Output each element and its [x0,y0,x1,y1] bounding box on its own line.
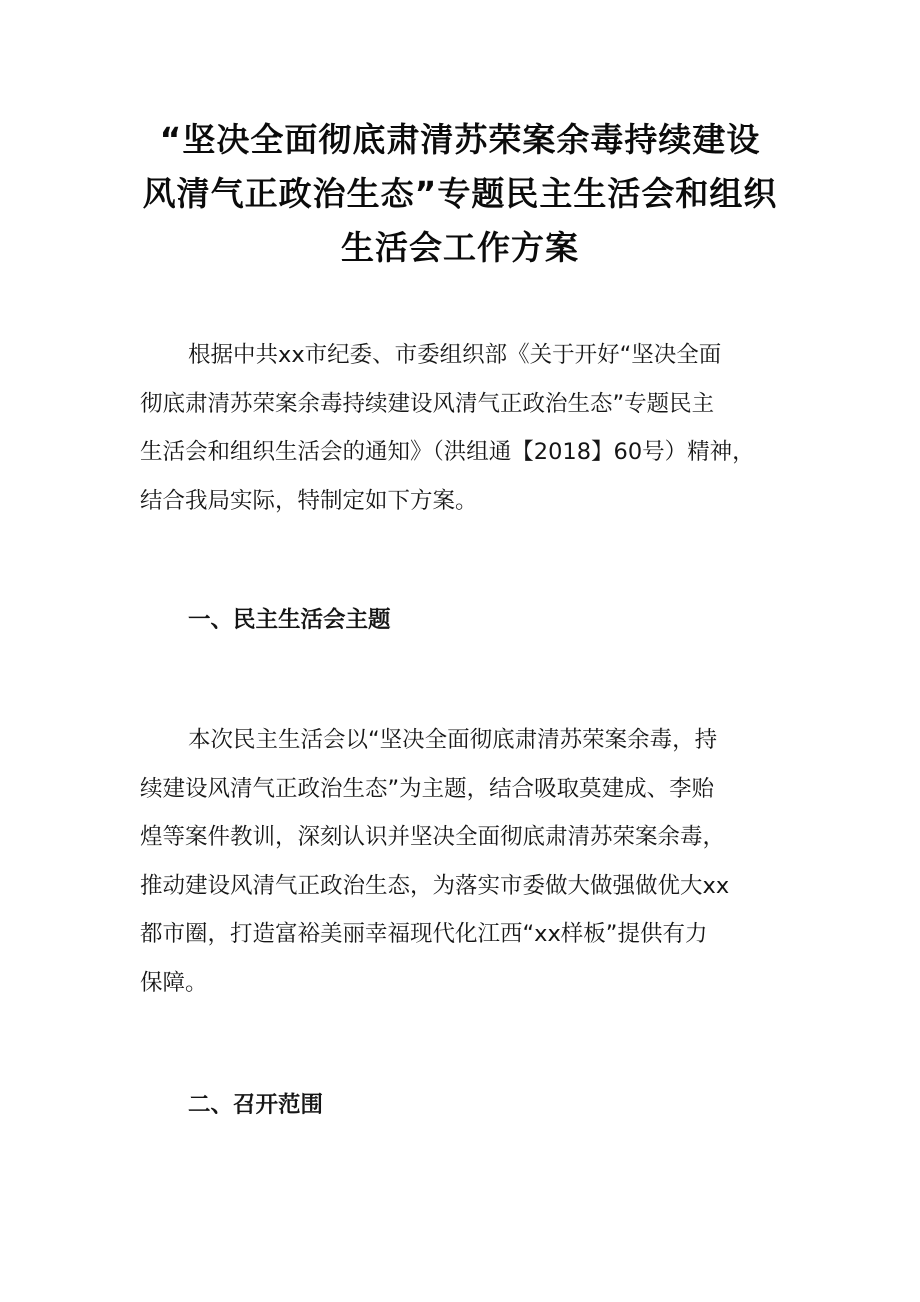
paragraph-line: 推动建设风清气正政治生态，为落实市委做大做强做优大xx [140,872,730,899]
paragraph-line: 彻底肃清苏荣案余毒持续建设风清气正政治生态”专题民主 [140,390,715,417]
paragraph-line: 结合我局实际，特制定如下方案。 [140,487,478,514]
section-heading-scope: 二、召开范围 [188,1092,324,1118]
paragraph-line: 生活会和组织生活会的通知》（洪组通【2018】60号）精神， [140,439,755,465]
paragraph-line: 续建设风清气正政治生态”为主题，结合吸取莫建成、李贻 [140,775,715,802]
paragraph-line: 煌等案件教训，深刻认识并坚决全面彻底肃清苏荣案余毒， [140,824,726,850]
paragraph-line: 都市圈，打造富裕美丽幸福现代化江西“xx样板”提供有力 [140,921,708,947]
paragraph-line: 保障。 [140,969,208,996]
title-line: “坚决全面彻底肃清苏荣案余毒持续建设 [159,120,761,159]
document-title [130,113,790,275]
theme-paragraph [140,716,780,1007]
title-line: 风清气正政治生态”专题民主生活会和组织 [142,174,778,213]
paragraph-line: 本次民主生活会以“坚决全面彻底肃清苏荣案余毒，持 [188,727,718,753]
title-line: 生活会工作方案 [341,228,579,267]
section-heading-theme: 一、民主生活会主题 [188,607,391,633]
paragraph-line: 根据中共xx市纪委、市委组织部《关于开好“坚决全面 [188,342,722,368]
intro-paragraph [140,331,780,525]
